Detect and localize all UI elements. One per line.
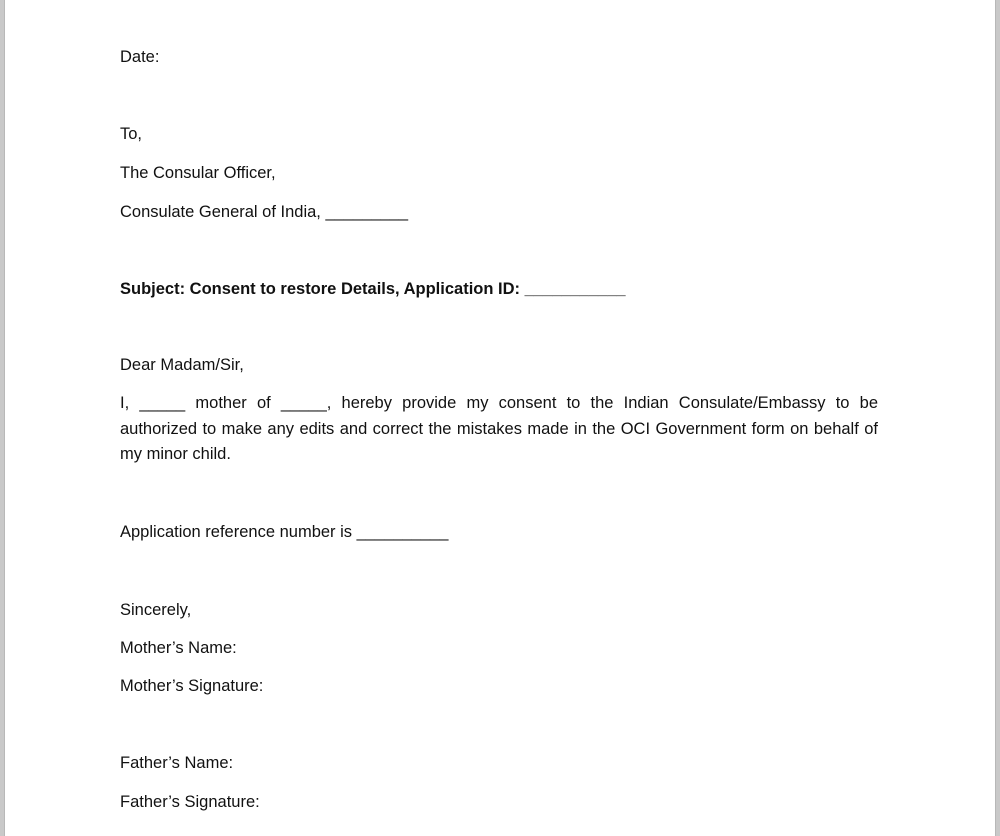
mother-name-label: Mother’s Name: — [120, 639, 237, 657]
salutation: Dear Madam/Sir, — [120, 356, 244, 374]
to-label: To, — [120, 125, 143, 143]
document-page — [4, 0, 996, 836]
father-signature-label: Father’s Signature: — [120, 793, 260, 811]
recipient-office: Consulate General of India, _________ — [120, 203, 409, 221]
subject-line: Subject: Consent to restore Details, Application ID: ___________ — [120, 280, 626, 298]
father-name-label: Father’s Name: — [120, 754, 234, 772]
reference-number-line: Application reference number is __________ — [120, 523, 449, 541]
mother-signature-label: Mother’s Signature: — [120, 677, 264, 695]
body-paragraph: I, _____ mother of _____, hereby provide my consent to the Indian Consulate/Embassy to be authorized to make any edits and correct the mistakes made in the OCI Government form on behalf of my minor child. — [120, 394, 878, 463]
recipient-title: The Consular Officer, — [120, 164, 276, 182]
date-label: Date: — [120, 48, 160, 66]
closing: Sincerely, — [120, 601, 192, 619]
